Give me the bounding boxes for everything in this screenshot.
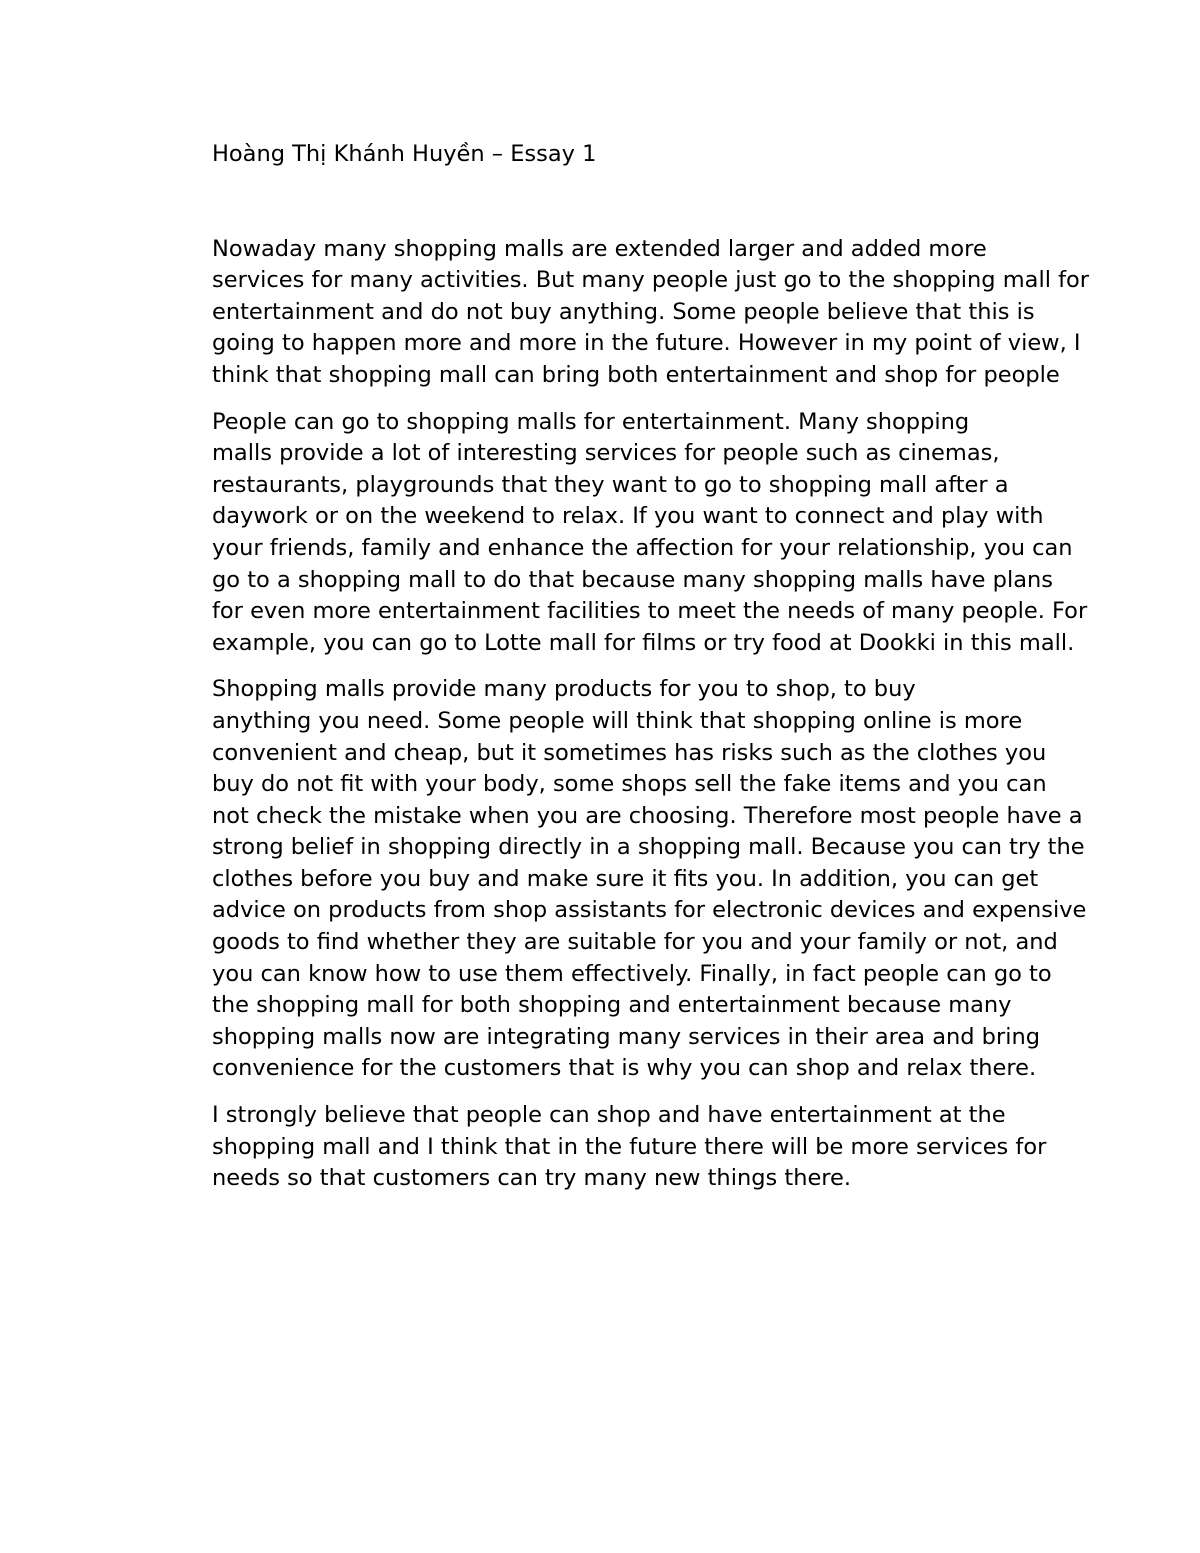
paragraph-line: needs so that customers can try many new things there.: [212, 1165, 852, 1192]
paragraph-line: Nowaday many shopping malls are extended larger and added more: [212, 235, 987, 262]
paragraph-shopping: [142, 674, 1087, 1085]
paragraph-line: I strongly believe that people can shop and have entertainment at the: [212, 1102, 1006, 1129]
paragraph-line: People can go to shopping malls for entertainment. Many shopping: [212, 408, 970, 435]
paragraph-line: restaurants, playgrounds that they want to go to shopping mall after a: [212, 471, 1009, 498]
paragraph-line: for even more entertainment facilities to meet the needs of many people. For: [212, 598, 1088, 625]
paragraph-line: strong belief in shopping directly in a shopping mall. Because you can try the: [212, 834, 1085, 861]
paragraph-line: anything you need. Some people will think that shopping online is more: [212, 707, 1023, 734]
essay-title: Hoàng Thị Khánh Huyền – Essay 1: [212, 141, 597, 167]
paragraph-line: goods to find whether they are suitable for you and your family or not, and: [212, 929, 1058, 956]
paragraph-line: example, you can go to Lotte mall for films or try food at Dookki in this mall.: [212, 629, 1075, 656]
paragraph-line: daywork or on the weekend to relax. If you want to connect and play with: [212, 503, 1044, 530]
paragraph-line: your friends, family and enhance the affection for your relationship, you can: [212, 534, 1073, 561]
paragraph-line: advice on products from shop assistants for electronic devices and expensive: [212, 897, 1087, 924]
paragraph-conclusion: [142, 1100, 1062, 1195]
paragraph-line: think that shopping mall can bring both entertainment and shop for people: [212, 361, 1060, 388]
title-spacer: [142, 171, 1062, 234]
paragraph-line: going to happen more and more in the future. However in my point of view, I: [212, 330, 1081, 357]
paragraph-line: Shopping malls provide many products for you to shop, to buy: [212, 676, 916, 703]
paragraph-line: convenient and cheap, but it sometimes has risks such as the clothes you: [212, 739, 1047, 766]
paragraph-line: shopping mall and I think that in the future there will be more services for: [212, 1133, 1047, 1160]
paragraph-line: malls provide a lot of interesting services for people such as cinemas,: [212, 440, 1000, 467]
paragraph-entertainment: [142, 407, 1088, 660]
paragraph-intro: [142, 234, 1090, 392]
paragraph-line: entertainment and do not buy anything. Some people believe that this is: [212, 298, 1035, 325]
paragraph-line: shopping malls now are integrating many services in their area and bring: [212, 1023, 1041, 1050]
paragraph-line: convenience for the customers that is why you can shop and relax there.: [212, 1055, 1037, 1082]
paragraph-line: buy do not fit with your body, some shops sell the fake items and you can: [212, 771, 1047, 798]
paragraph-line: clothes before you buy and make sure it fits you. In addition, you can get: [212, 865, 1039, 892]
paragraph-line: go to a shopping mall to do that because many shopping malls have plans: [212, 566, 1053, 593]
paragraph-line: the shopping mall for both shopping and entertainment because many: [212, 992, 1012, 1019]
document-body: [142, 139, 1090, 1210]
paragraph-line: services for many activities. But many people just go to the shopping mall for: [212, 267, 1090, 294]
paragraph-line: you can know how to use them effectively. Finally, in fact people can go to: [212, 960, 1052, 987]
paragraph-line: not check the mistake when you are choosing. Therefore most people have a: [212, 802, 1083, 829]
